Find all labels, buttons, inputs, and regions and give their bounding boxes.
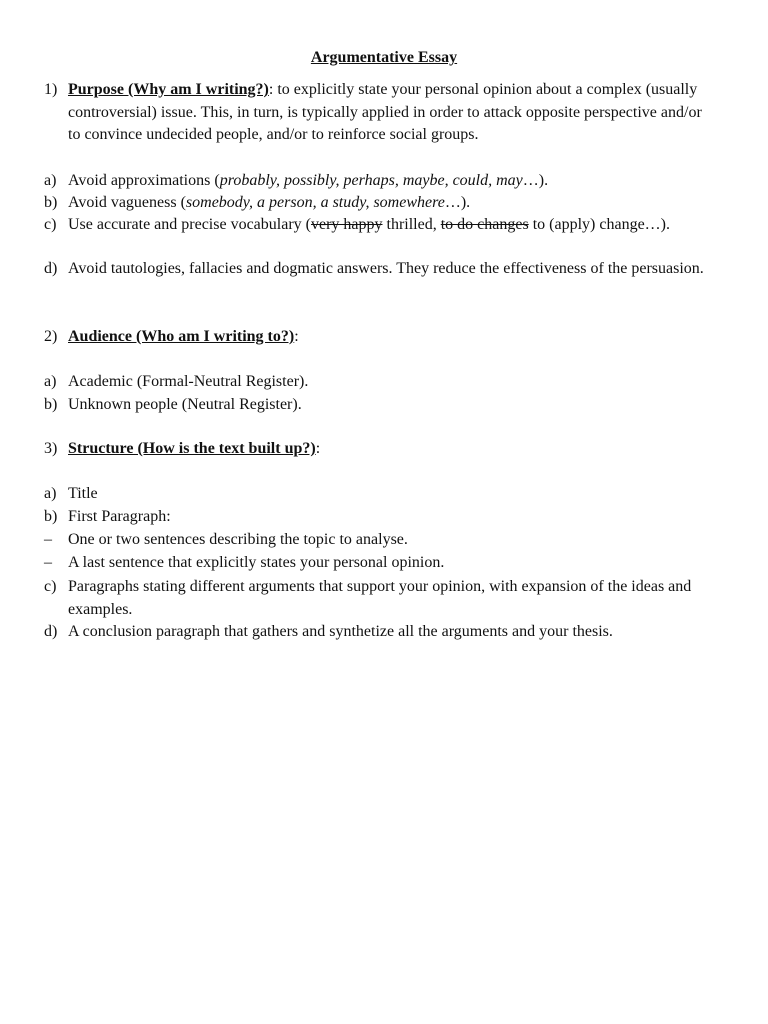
document-title: Argumentative Essay [310, 49, 458, 66]
list-text: Avoid vagueness ( [68, 194, 186, 211]
list-item [44, 483, 704, 506]
section-heading: Audience (Who am I writing to?) [68, 328, 295, 345]
list-item [44, 394, 704, 417]
section-purpose-text [68, 79, 704, 147]
list-text: to (apply) change…). [528, 216, 670, 233]
section-number: 1) [44, 81, 58, 98]
list-marker: a) [44, 172, 57, 189]
list-marker: d) [44, 260, 58, 277]
list-text: Academic (Formal-Neutral Register). [68, 373, 309, 390]
list-marker: b) [44, 396, 58, 413]
section-purpose [44, 79, 704, 147]
list-text: One or two sentences describing the topic to analyse. [68, 531, 408, 548]
list-text: …). [522, 172, 549, 189]
list-item [44, 258, 704, 281]
list-text: Use accurate and precise vocabulary ( [68, 216, 311, 233]
list-marker: c) [44, 216, 57, 233]
section-number: 2) [44, 328, 58, 345]
list-marker: c) [44, 578, 57, 595]
heading-colon: : [315, 440, 321, 457]
list-item [44, 621, 704, 644]
section-structure [44, 438, 704, 461]
heading-colon: : [294, 328, 299, 345]
list-text: A conclusion paragraph that gathers and synthetize all the arguments and your thesis. [68, 623, 613, 640]
section-number: 3) [44, 440, 58, 457]
list-text: Avoid tautologies, fallacies and dogmatic answers. They reduce the effectiveness of the persuasion. [68, 260, 704, 277]
list-text: A last sentence that explicitly states your personal opinion. [68, 554, 445, 571]
list-item [44, 506, 704, 529]
list-text: Unknown people (Neutral Register). [68, 396, 302, 413]
italic-examples: somebody, a person, a study, somewhere [185, 194, 445, 211]
section-heading: Structure (How is the text built up?) [68, 440, 316, 457]
section-description: : to explicitly state your personal opinion about a complex (usually controversial) issue. This, in turn, is typically applied in order to attack opposite perspective and/or to convince undecided people, and/or to reinforce social groups. [68, 81, 702, 143]
struck-text: to do changes [440, 216, 529, 233]
list-marker: d) [44, 623, 58, 640]
list-text: Avoid approximations ( [68, 172, 220, 189]
list-item [44, 552, 704, 575]
dash-marker: – [44, 531, 52, 548]
list-item [44, 214, 704, 237]
italic-examples: probably, possibly, perhaps, maybe, could, may [219, 172, 523, 189]
list-item [44, 576, 704, 621]
section-heading: Purpose (Why am I writing?) [68, 81, 269, 98]
list-marker: b) [44, 194, 58, 211]
list-item [44, 529, 704, 552]
list-marker: b) [44, 508, 58, 525]
list-item [44, 371, 704, 394]
list-marker: a) [44, 485, 57, 502]
list-text: Title [68, 485, 98, 502]
list-text: Paragraphs stating different arguments that support your opinion, with expansion of the ideas and examples. [68, 578, 692, 618]
section-audience [44, 326, 704, 349]
list-item [44, 192, 704, 215]
list-marker: a) [44, 373, 57, 390]
dash-marker: – [44, 554, 52, 571]
list-text: thrilled, [382, 216, 441, 233]
list-text: …). [444, 194, 471, 211]
struck-text: very happy [310, 216, 383, 233]
list-item [44, 170, 704, 193]
list-text: First Paragraph: [68, 508, 171, 525]
